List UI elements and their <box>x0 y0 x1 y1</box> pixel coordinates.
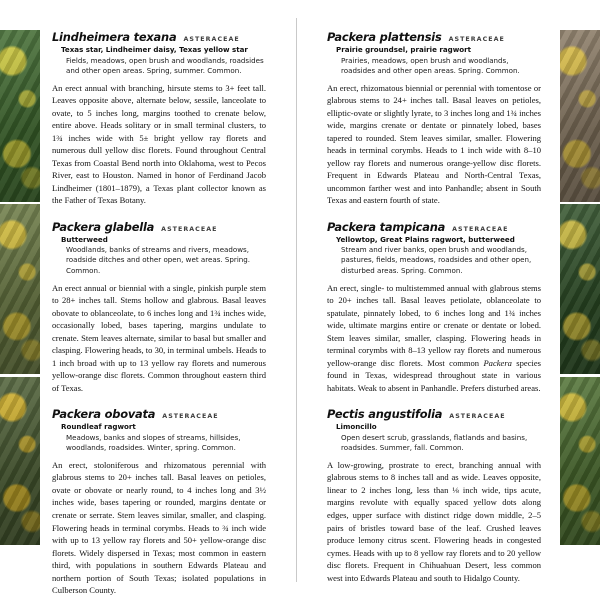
left-text-column <box>52 30 266 600</box>
habitat-and-season: Prairies, meadows, open brush and woodlands, roadsides and other open areas. Spring. Common. <box>341 55 520 75</box>
species-entry <box>52 30 266 207</box>
entry-header <box>327 407 541 421</box>
family-name: ASTERACEAE <box>448 36 505 43</box>
photo-foliage-texture <box>0 204 40 374</box>
scientific-name: Pectis angustifolia <box>327 407 443 422</box>
scientific-name: Packera plattensis <box>327 30 442 44</box>
scientific-name: Packera obovata <box>52 407 156 422</box>
habitat-and-season: Meadows, banks and slopes of streams, hillsides, woodlands, roadsides. Winter, spring. Common. <box>66 432 241 452</box>
right-photo-strip <box>560 0 600 600</box>
habitat-and-season: Open desert scrub, grasslands, flatlands and basins, roadsides. Summer, fall. Common. <box>341 432 528 452</box>
species-description: An erect, single- to multistemmed annual with glabrous stems to 20+ inches tall. Basal leaves petiolate, oblanceolate to spatulate, pinnately lobed, to 6 inches long and 1¾ inches wide, ultimate margins entire or crenate or dentate or lobed. Stem leaves similar, smaller, clasping. Flowering heads in terminal corymbs with 8–13 yellow ray florets and numerous yellow-orange disc florets. Most common Packera species found in Texas, widespread throughout state in various habitats. Weak to absent in Panhandle. Prefers disturbed areas. <box>327 282 541 393</box>
habitat-and-season: Stream and river banks, open brush and woodlands, pastures, fields, meadows, roadsides and other open, disturbed areas. Spring. Common. <box>341 245 532 275</box>
species-description: An erect, stoloniferous and rhizomatous perennial with glabrous stems to 20+ inches tall. Basal leaves on petioles, ovate or obovate or nearly round, to 4 inches long and 3½ inches wide, bases tapering or rounded, margins dentate or crenate or serrate. Stem leaves similar, smaller, and clasping. Flowering heads in terminal corymbs. Heads to ¾ inch wide with up to 13 yellow ray florets and 50+ yellow-orange disc florets. Widely dispersed in Texas; most common in eastern third, with populations in southern Edwards Plateau and northern portion of South Texas; isolated populations in Culberson County. <box>52 459 266 596</box>
species-entry <box>52 220 266 394</box>
habitat-and-season: Woodlands, banks of streams and rivers, meadows, roadside ditches and other open, wet areas. Spring. Common. <box>66 245 251 275</box>
common-names: Butterweed <box>61 234 108 244</box>
photo-foliage-texture <box>560 204 600 374</box>
entry-header <box>52 30 266 44</box>
species-entry <box>327 407 541 584</box>
species-entry <box>52 407 266 596</box>
pectis-angustifolia-photo <box>560 377 600 545</box>
scientific-name: Packera tampicana <box>327 219 446 234</box>
common-names: Prairie groundsel, prairie ragwort <box>336 45 472 54</box>
packera-obovata-photo <box>0 377 40 545</box>
scientific-name: Packera glabella <box>52 219 155 234</box>
packera-glabella-photo <box>0 204 40 374</box>
family-name: ASTERACEAE <box>183 36 240 43</box>
column-gutter-divider <box>296 18 297 582</box>
species-description: A low-growing, prostrate to erect, branching annual with glabrous stems to 8 inches tall and as wide. Leaves opposite, linear to 2 inches long, less than ⅛ inch wide, tips acute, margins revolute with equally spaced yellow dots along edges, upper surface with distinct ridge down middle, 2–5 pairs of bristles toward base of the leaf. Crushed leaves produce lemony citrus scent. Flowering heads in congested cymes. Heads with up to 8 yellow ray florets and to 20 yellow disc florets. Frequent in Chihuahuan Desert, less common west into Edwards Plateau and south to Hidalgo County. <box>327 459 541 583</box>
common-names: Yellowtop, Great Plains ragwort, butterweed <box>336 234 515 244</box>
entry-header <box>52 220 266 234</box>
common-names: Texas star, Lindheimer daisy, Texas yellow star <box>61 45 248 54</box>
entry-header <box>52 407 266 421</box>
entry-header <box>327 220 541 234</box>
packera-plattensis-photo <box>560 30 600 202</box>
species-description: An erect annual with branching, hirsute stems to 3+ feet tall. Leaves opposite above, alternate below, sessile, lanceolate to ovate, to 5 inches long, margins toothed to crenate below, entire above. Heads solitary or in small terminal clusters, to 1¾ inches wide with 5± bright yellow ray florets and numerous dull yellow disc florets. Found throughout Central Texas from Coastal Bend north into Oklahoma, west to Pecos River, east to Houston. Named in honor of Ferdinand Jacob Lindheimer (1801–1879), a Texas plant collector known as the Father of Texas Botany. <box>52 82 266 206</box>
family-name: ASTERACEAE <box>162 413 219 421</box>
family-name: ASTERACEAE <box>452 225 509 233</box>
photo-foliage-texture <box>0 377 40 545</box>
right-text-column <box>327 30 541 597</box>
family-name: ASTERACEAE <box>449 413 506 421</box>
photo-foliage-texture <box>0 30 40 202</box>
family-name: ASTERACEAE <box>161 225 218 233</box>
entry-header <box>327 30 541 44</box>
common-names: Roundleaf ragwort <box>61 422 136 432</box>
common-names: Limoncillo <box>336 422 377 432</box>
lindheimera-texana-photo <box>0 30 40 202</box>
species-description: An erect annual or biennial with a single, pinkish purple stem to 28+ inches tall. Stems hollow and glabrous. Basal leaves obovate to oblanceolate, to 6 inches long and 1¾ inches wide, occasionally lobed, bases tapering, margins undulate to crenate. Stem leaves alternate, similar to basal but smaller and clasping. Flowering heads, to 30, in terminal umbels. Heads to 1 inch broad with up to 13 yellow ray florets and numerous yellow-orange disc florets. Common throughout eastern third of Texas. <box>52 282 266 393</box>
photo-foliage-texture <box>560 30 600 202</box>
species-entry <box>327 30 541 207</box>
habitat-and-season: Fields, meadows, open brush and woodlands, roadsides and other open areas. Spring, summer. Common. <box>66 55 264 75</box>
left-photo-strip <box>0 0 40 600</box>
species-description: An erect, rhizomatous biennial or perennial with tomentose or glabrous stems to 24+ inches tall. Basal leaves on petioles, elliptic-ovate or slightly lyrate, to 3 inches long and 1¾ inches wide, margins crenate or dentate or pinnately lobed, bases tapered to rounded. Stem leaves similar, smaller. Flowering heads in terminal corymbs. Heads to 1 inch wide with 8–10 yellow ray florets and numerous orange-yellow disc florets. Frequent in Edwards Plateau and North-Central Texas, uncommon farther west and into Panhandle; absent in South Texas and eastern fourth of state. <box>327 82 541 206</box>
species-entry <box>327 220 541 394</box>
scientific-name: Lindheimera texana <box>52 30 177 44</box>
photo-foliage-texture <box>560 377 600 545</box>
packera-tampicana-photo <box>560 204 600 374</box>
